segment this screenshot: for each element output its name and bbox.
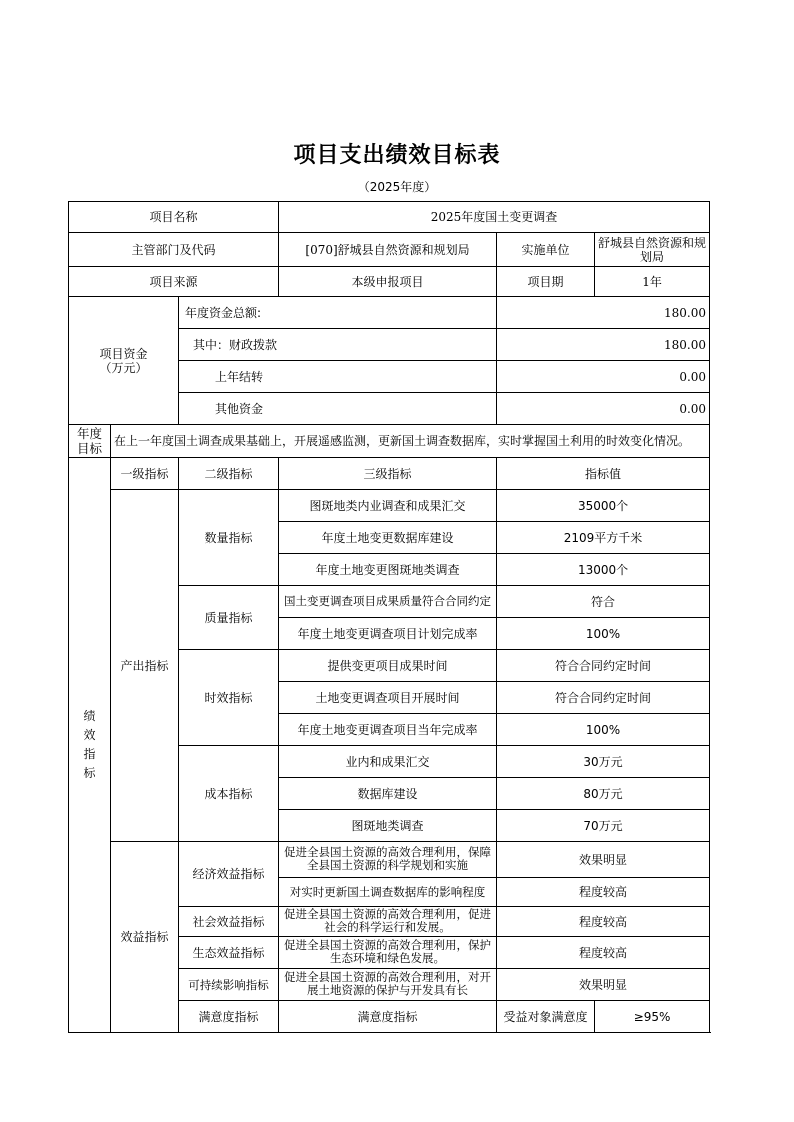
funds-carryover-label: 上年结转 xyxy=(179,361,497,393)
indicator-name: 促进全县国土资源的高效合理利用，保护生态环境和绿色发展。 xyxy=(279,937,497,969)
table-row xyxy=(69,842,710,878)
quality-indicator-label: 质量指标 xyxy=(179,586,279,650)
project-name-row xyxy=(69,202,710,233)
indicator-name: 图斑地类内业调查和成果汇交 xyxy=(279,490,497,522)
indicator-value: 35000个 xyxy=(497,490,710,522)
indicator-name: 国土变更调查项目成果质量符合合同约定 xyxy=(279,586,497,618)
header-level2: 二级指标 xyxy=(179,458,279,490)
annual-goal-row xyxy=(69,425,710,458)
indicator-name: 促进全县国土资源的高效合理利用，保障全县国土资源的科学规划和实施 xyxy=(279,842,497,878)
source-value: 本级申报项目 xyxy=(279,267,497,297)
indicator-name: 年度土地变更数据库建设 xyxy=(279,522,497,554)
benefit-indicator-label: 效益指标 xyxy=(111,842,179,1033)
performance-indicator-label: 绩效指标 xyxy=(69,458,111,1033)
indicator-value: 效果明显 xyxy=(497,842,710,878)
indicator-value: 程度较高 xyxy=(497,907,710,937)
indicator-value: ≥95% xyxy=(595,1001,710,1033)
indicator-name: 数据库建设 xyxy=(279,778,497,810)
header-level1: 一级指标 xyxy=(111,458,179,490)
period-label: 项目期 xyxy=(497,267,595,297)
funds-carryover-value: 0.00 xyxy=(497,361,710,393)
indicator-value: 30万元 xyxy=(497,746,710,778)
performance-target-table xyxy=(68,201,710,1033)
department-row xyxy=(69,233,710,267)
indicator-name: 年度土地变更调查项目计划完成率 xyxy=(279,618,497,650)
indicator-value: 80万元 xyxy=(497,778,710,810)
indicator-header-row xyxy=(69,458,710,490)
department-label: 主管部门及代码 xyxy=(69,233,279,267)
indicator-value: 符合 xyxy=(497,586,710,618)
annual-goal-text: 在上一年度国土调查成果基础上，开展遥感监测，更新国土调查数据库，实时掌握国土利用的时效变化情况。 xyxy=(111,425,710,458)
project-name-value: 2025年度国土变更调查 xyxy=(279,202,710,233)
indicator-name: 图斑地类调查 xyxy=(279,810,497,842)
annual-goal-label: 年度目标 xyxy=(69,425,111,458)
implementer-value: 舒城县自然资源和规划局 xyxy=(595,233,710,267)
funds-total-value: 180.00 xyxy=(497,297,710,329)
sustainable-indicator-label: 可持续影响指标 xyxy=(179,969,279,1001)
source-label: 项目来源 xyxy=(69,267,279,297)
cost-indicator-label: 成本指标 xyxy=(179,746,279,842)
indicator-name: 年度土地变更图斑地类调查 xyxy=(279,554,497,586)
project-name-label: 项目名称 xyxy=(69,202,279,233)
funds-row xyxy=(69,297,710,329)
header-value: 指标值 xyxy=(497,458,710,490)
department-value: [070]舒城县自然资源和规划局 xyxy=(279,233,497,267)
funds-other-label: 其他资金 xyxy=(179,393,497,425)
indicator-name: 土地变更调查项目开展时间 xyxy=(279,682,497,714)
indicator-name: 提供变更项目成果时间 xyxy=(279,650,497,682)
social-indicator-label: 社会效益指标 xyxy=(179,907,279,937)
indicator-name: 业内和成果汇交 xyxy=(279,746,497,778)
output-indicator-label: 产出指标 xyxy=(111,490,179,842)
indicator-name: 促进全县国土资源的高效合理利用，对开展土地资源的保护与开发具有长 xyxy=(279,969,497,1001)
page-title: 项目支出绩效目标表 xyxy=(293,143,501,168)
period-value: 1年 xyxy=(595,267,710,297)
indicator-value: 70万元 xyxy=(497,810,710,842)
funds-other-value: 0.00 xyxy=(497,393,710,425)
funds-label: 项目资金 （万元） xyxy=(69,297,179,425)
indicator-value: 13000个 xyxy=(497,554,710,586)
quantity-indicator-label: 数量指标 xyxy=(179,490,279,586)
ecological-indicator-label: 生态效益指标 xyxy=(179,937,279,969)
timeliness-indicator-label: 时效指标 xyxy=(179,650,279,746)
funds-total-label: 年度资金总额: xyxy=(179,297,497,329)
economic-indicator-label: 经济效益指标 xyxy=(179,842,279,907)
indicator-name: 对实时更新国土调查数据库的影响程度 xyxy=(279,878,497,907)
satisfaction-sub-label: 满意度指标 xyxy=(279,1001,497,1033)
indicator-value: 2109平方千米 xyxy=(497,522,710,554)
header-level3: 三级指标 xyxy=(279,458,497,490)
indicator-name: 受益对象满意度 xyxy=(497,1001,595,1033)
indicator-value: 程度较高 xyxy=(497,878,710,907)
indicator-value: 程度较高 xyxy=(497,937,710,969)
satisfaction-indicator-label: 满意度指标 xyxy=(179,1001,279,1033)
indicator-value: 符合合同约定时间 xyxy=(497,650,710,682)
indicator-name: 年度土地变更调查项目当年完成率 xyxy=(279,714,497,746)
indicator-value: 100% xyxy=(497,714,710,746)
page-subtitle: （2025年度） xyxy=(357,180,437,194)
indicator-value: 效果明显 xyxy=(497,969,710,1001)
implementer-label: 实施单位 xyxy=(497,233,595,267)
source-row xyxy=(69,267,710,297)
funds-fiscal-value: 180.00 xyxy=(497,329,710,361)
indicator-name: 促进全县国土资源的高效合理利用，促进社会的科学运行和发展。 xyxy=(279,907,497,937)
funds-fiscal-label: 其中：财政拨款 xyxy=(179,329,497,361)
indicator-value: 符合合同约定时间 xyxy=(497,682,710,714)
table-row xyxy=(69,490,710,522)
indicator-value: 100% xyxy=(497,618,710,650)
